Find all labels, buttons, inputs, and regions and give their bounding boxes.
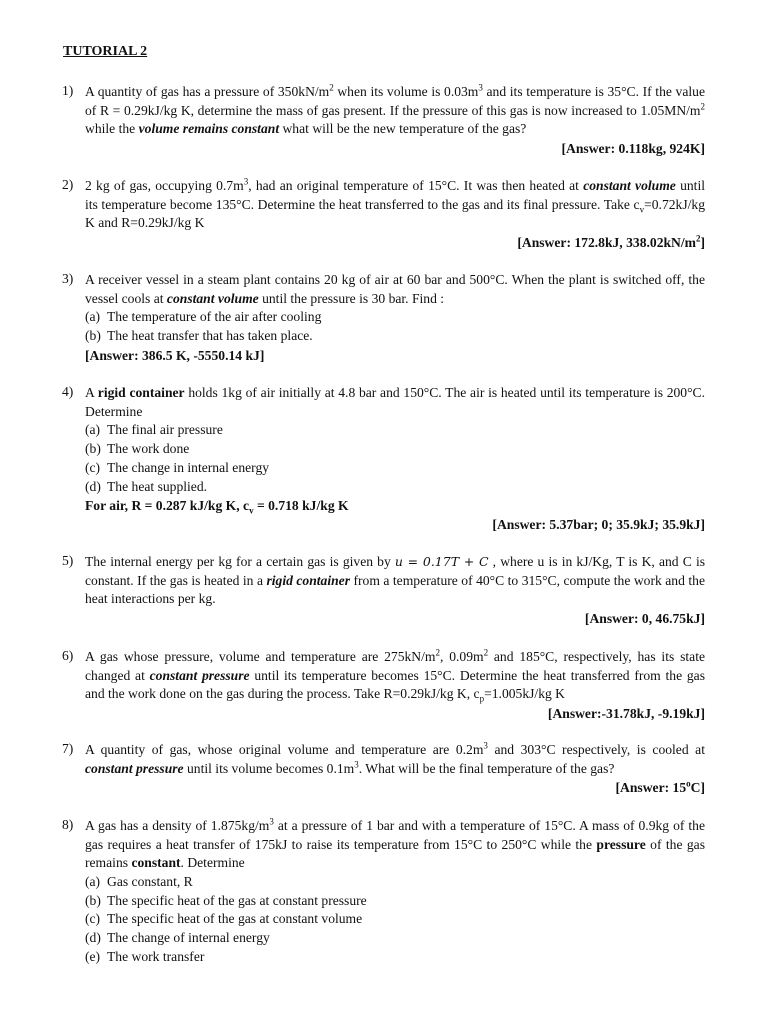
sub-item: (a) Gas constant, R — [85, 873, 193, 889]
question-number: 8) — [62, 817, 74, 832]
sub-item: (b) The specific heat of the gas at constant pressure — [85, 892, 367, 908]
question-text: The internal energy per kg for a certain gas is given by u = 0.17T + C , where u is in kJ/Kg, T is K, and C is constant. If the gas is heated in a rigid container from a temperature of 40°C to 315°C, compute the work and the heat interactions per kg. — [85, 554, 706, 607]
question-text: A gas has a density of $1.875kg/m^3$ at a pressure of 1 bar and with a temperature of 15°C. A mass of 0.9kg of the gas requires a heat transfer of 175kJ to raise its temperature from 15°C to 250°C while the pressure of the gas remains constant. Determine — [85, 816, 705, 871]
sub-item: (b) The heat transfer that has taken place. — [85, 327, 313, 343]
question-number: 3) — [62, 271, 74, 286]
question-number: 7) — [62, 741, 74, 756]
question-text: 2 kg of gas, occupying $0.7m^3$, had an original temperature of 15°C. It was then heated at constant volume until its temperature become 135°C. Determine the heat transferred to the gas and its final pressure. Take $c_v=0.72kJ/kg$ K and R=0.29kJ/kg K — [85, 176, 706, 231]
question-number: 5) — [62, 553, 74, 568]
question-5 — [62, 553, 705, 628]
sub-item: (c) The specific heat of the gas at constant volume — [85, 911, 363, 927]
sub-item: (c) The change in internal energy — [85, 459, 270, 475]
question-number: 1) — [62, 83, 74, 98]
page-title: TUTORIAL 2 — [63, 44, 148, 59]
question-4 — [62, 384, 705, 534]
question-7 — [62, 741, 705, 797]
answer-line: [Answer: 5.37bar; 0; 35.9kJ; 35.9kJ] — [492, 517, 705, 533]
answer-line: [Answer: 0, 46.75kJ] — [584, 610, 705, 626]
question-text: A gas whose pressure, volume and temperature are $275kN/m^2$, $0.09m^2$ and 185°C, respectively, has its state changed at constant pressure until its temperature becomes 15°C. Determine the heat transferred from the gas and the work done on the gas during the process. Take R=0.29kJ/kg K, $c_p=1.005kJ/kg$ K — [85, 647, 706, 704]
question-6 — [62, 648, 705, 723]
question-text: A quantity of gas has a pressure of $350kN/m^2$ when its volume is $0.03m^3$ and its temperature is 35°C. If the value of R = 0.29kJ/kg K, determine the mass of gas present. If the pressure of this gas is now increased to $1.05MN/m^2$ while the volume remains constant what will be the new temperature of the gas? — [85, 82, 705, 137]
question-number: 4) — [62, 384, 74, 399]
sub-items — [85, 308, 705, 365]
sub-item: (e) The work transfer — [85, 948, 205, 964]
question-3 — [62, 271, 705, 365]
answer-line: [Answer: 0.118kg, 924K] — [561, 140, 705, 156]
answer-line: [Answer: 15$^o$C] — [615, 778, 705, 796]
question-text: A quantity of gas, whose original volume and temperature are $0.2m^3$ and 303°C respectively, is cooled at constant pressure until its volume becomes $0.1m^3$. What will be the final temperature of the gas? — [85, 740, 705, 776]
question-8 — [62, 817, 705, 967]
sub-item: (b) The work done — [85, 440, 190, 456]
question-text: A rigid container holds 1kg of air initially at 4.8 bar and 150°C. The air is heated until its temperature is 200°C. Determine — [85, 385, 706, 419]
question-number: 2) — [62, 177, 74, 192]
given-constants: For air, R = 0.287 kJ/kg K, $c_v = 0.718$ kJ/kg K — [85, 498, 349, 517]
sub-item: (d) The heat supplied. — [85, 478, 208, 494]
answer-line: [Answer: 172.8kJ, $338.02kN/m^2$] — [517, 233, 705, 250]
sub-item: (d) The change of internal energy — [85, 930, 270, 946]
question-text: A receiver vessel in a steam plant contains 20 kg of air at 60 bar and 500°C. When the plant is switched off, the vessel cools at constant volume until the pressure is 30 bar. Find : — [85, 272, 705, 306]
question-number: 6) — [62, 648, 74, 663]
sub-items — [85, 421, 705, 515]
answer-line: [Answer:-31.78kJ, -9.19kJ] — [547, 705, 705, 721]
question-2 — [62, 177, 705, 252]
sub-item: (a) The temperature of the air after cooling — [85, 309, 322, 325]
energy-formula: u = 0.17T + C — [394, 554, 489, 569]
sub-item: (a) The final air pressure — [85, 422, 223, 438]
question-1 — [62, 83, 705, 158]
answer-line: [Answer: 386.5 K, -5550.14 kJ] — [85, 347, 265, 363]
sub-items — [85, 873, 705, 967]
